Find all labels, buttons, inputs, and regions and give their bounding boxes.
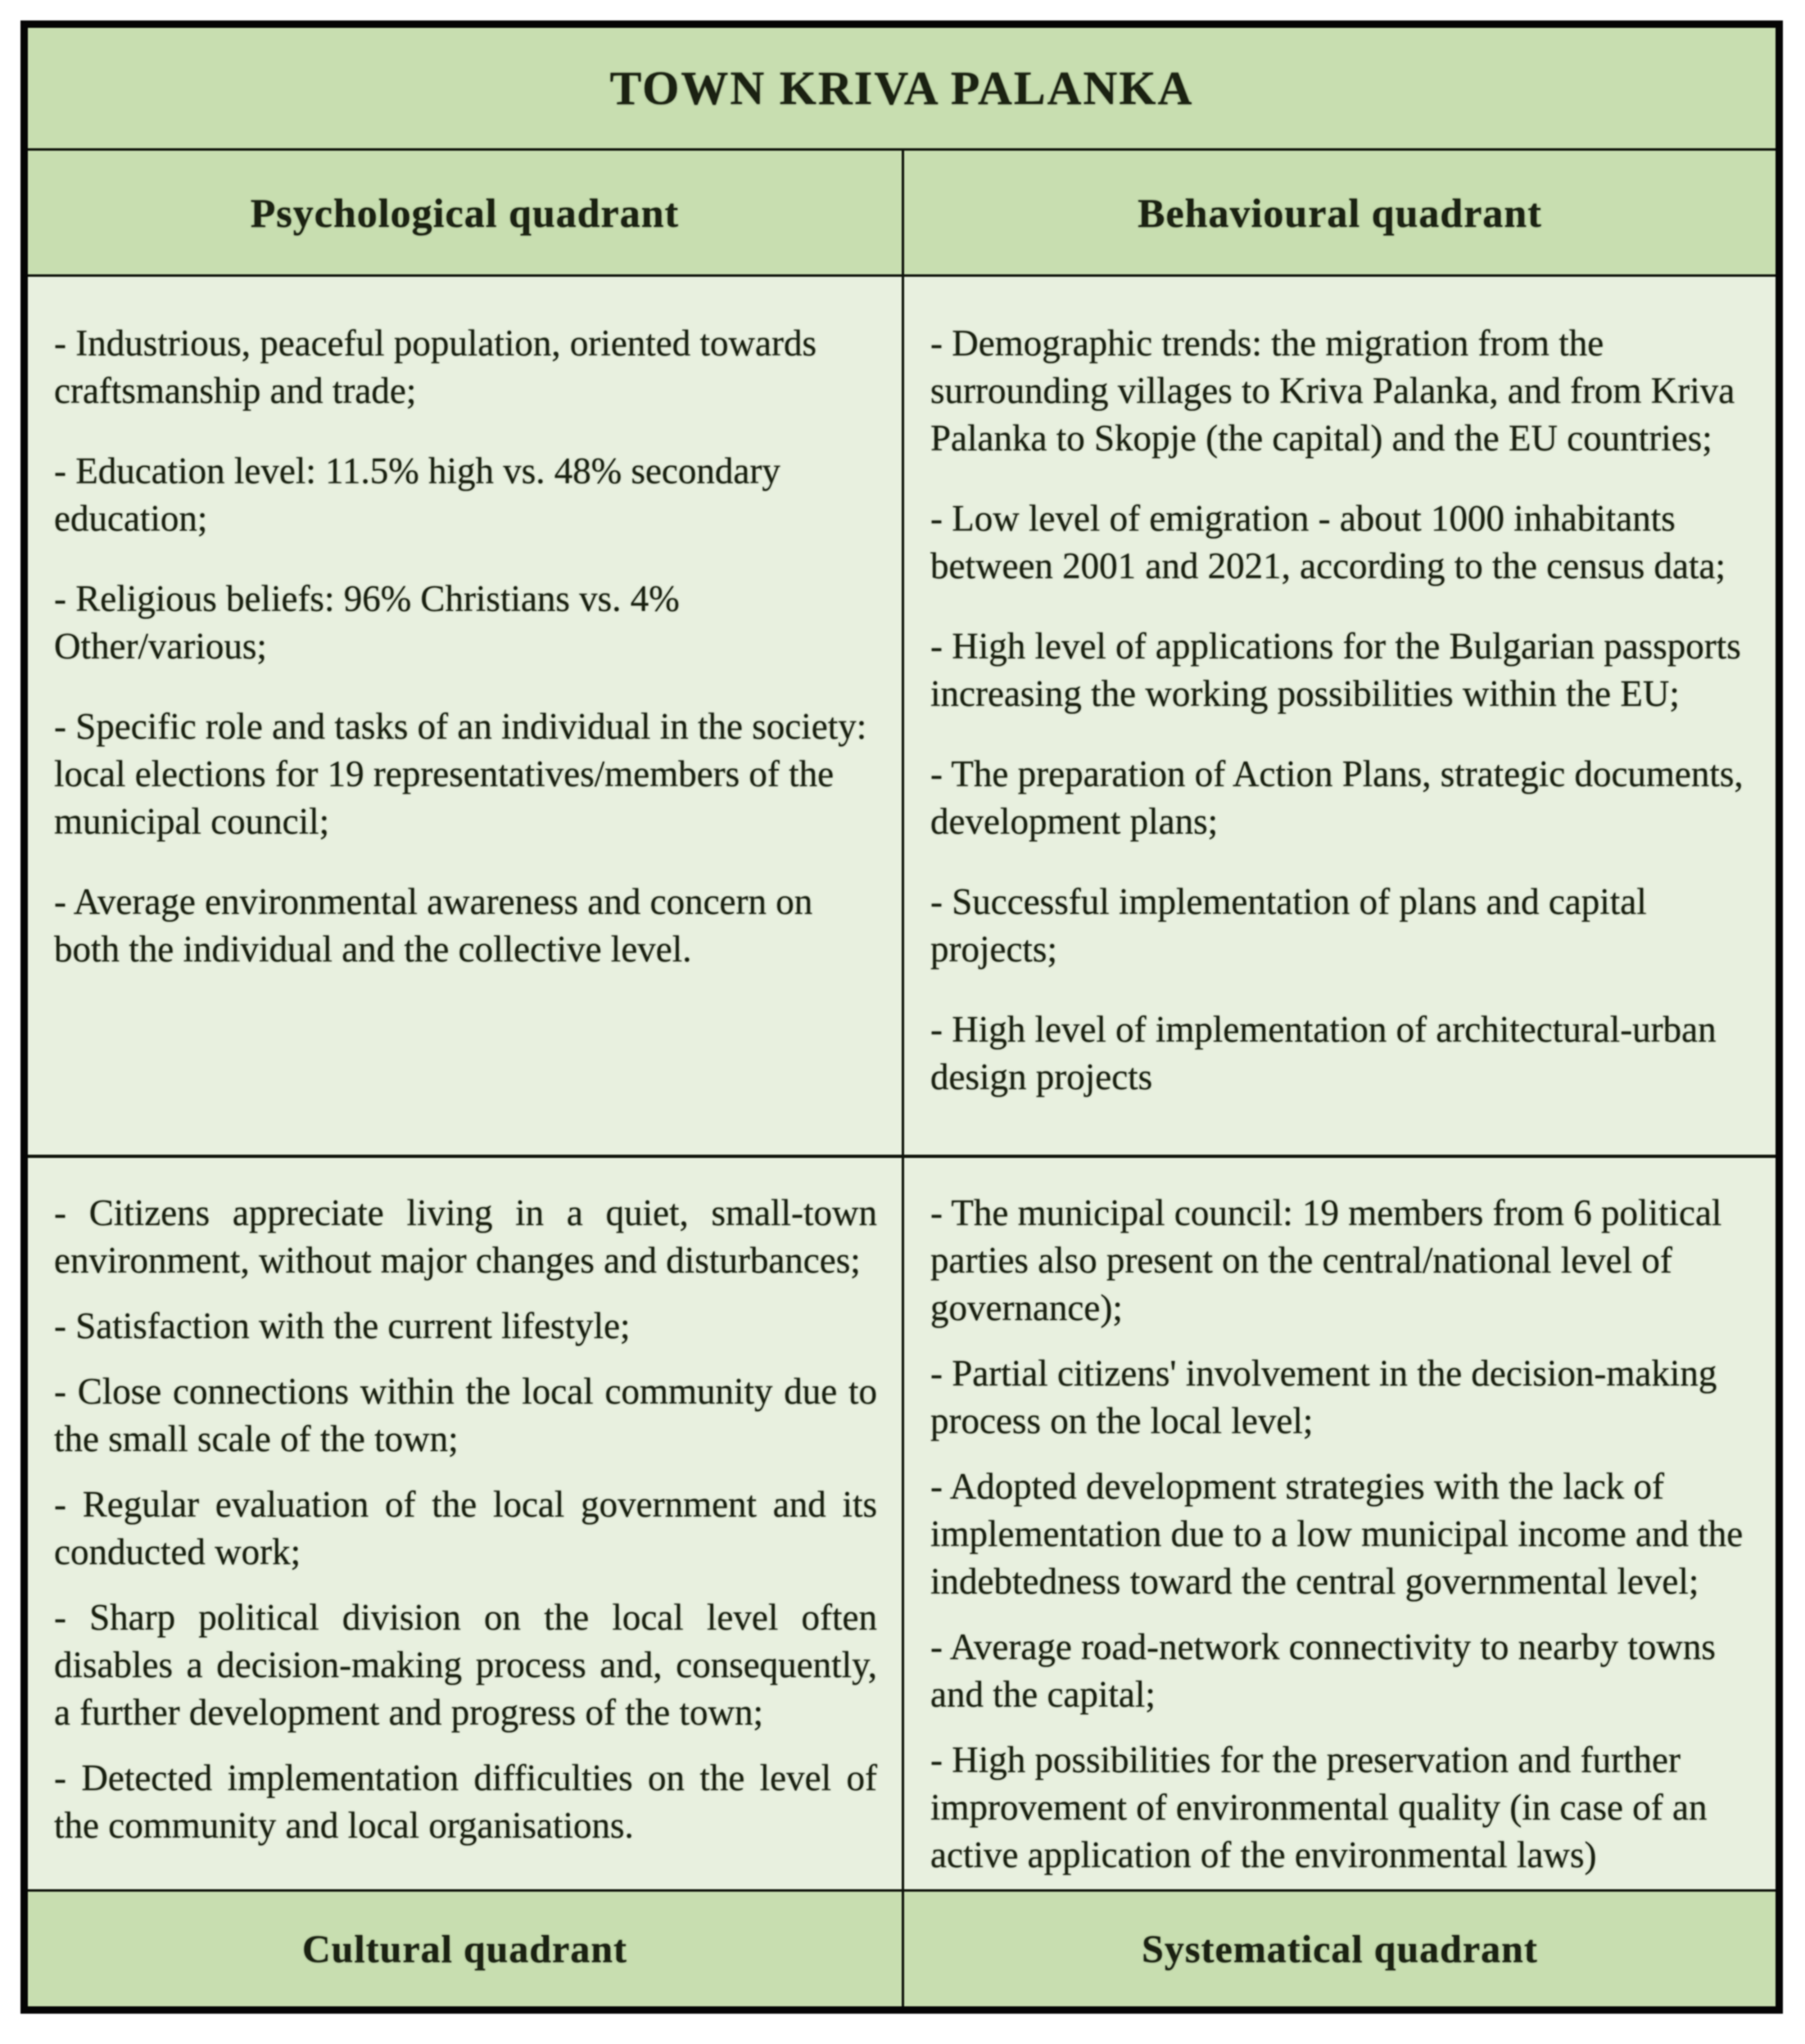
header-psychological-quadrant xyxy=(28,151,902,277)
bullet-paragraph: - The preparation of Action Plans, strategic documents, development plans; xyxy=(930,753,1744,842)
bullet-paragraph: - Partial citizens' involvement in the decision-making process on the local level; xyxy=(930,1353,1717,1441)
bullet-paragraph: - Low level of emigration - about 1000 inhabitants between 2001 and 2021, according to the census data; xyxy=(930,498,1726,586)
table-title-cell xyxy=(28,28,1776,151)
footer-systematical-label: Systematical quadrant xyxy=(1142,1927,1538,1971)
bullet-paragraph: - Satisfaction with the current lifestyle; xyxy=(54,1305,631,1346)
bullet-paragraph: - Specific role and tasks of an individual in the society: local elections for 19 representatives/members of the municipal council; xyxy=(54,706,867,842)
cell-behavioural-content xyxy=(902,277,1776,1155)
footer-cultural-quadrant xyxy=(28,1889,902,2006)
bullet-paragraph: - Citizens appreciate living in a quiet, small-town environment, without major changes and disturbances; xyxy=(54,1192,877,1281)
cell-systematical-content xyxy=(902,1155,1776,1889)
cell-psychological-content xyxy=(28,277,902,1155)
bullet-paragraph: - Adopted development strategies with the lack of implementation due to a low municipal income and the indebtedness toward the central governmental level; xyxy=(930,1466,1744,1602)
bullet-paragraph: - Regular evaluation of the local government and its conducted work; xyxy=(54,1484,877,1572)
bullet-paragraph: - Average environmental awareness and concern on both the individual and the collective level. xyxy=(54,881,813,970)
bullet-paragraph: - Successful implementation of plans and capital projects; xyxy=(930,881,1647,970)
header-behavioural-label: Behavioural quadrant xyxy=(1138,189,1542,236)
bullet-paragraph: - High level of implementation of architectural-urban design projects xyxy=(930,1009,1717,1097)
bullet-paragraph: - Demographic trends: the migration from the surrounding villages to Kriva Palanka, and from Kriva Palanka to Skopje (the capital) and the EU countries; xyxy=(930,323,1735,459)
kriva-palanka-quadrant-table xyxy=(20,20,1783,2014)
bullet-paragraph: - Industrious, peaceful population, oriented towards craftsmanship and trade; xyxy=(54,323,817,411)
bullet-paragraph: - Religious beliefs: 96% Christians vs. 4% Other/various; xyxy=(54,578,680,667)
footer-systematical-quadrant xyxy=(902,1889,1776,2006)
header-psychological-label: Psychological quadrant xyxy=(250,189,680,236)
bullet-paragraph: - The municipal council: 19 members from 6 political parties also present on the central/national level of governance); xyxy=(930,1192,1722,1328)
header-behavioural-quadrant xyxy=(902,151,1776,277)
footer-cultural-label: Cultural quadrant xyxy=(301,1927,628,1971)
bullet-paragraph: - High level of applications for the Bulgarian passports increasing the working possibilities within the EU; xyxy=(930,626,1741,714)
bullet-paragraph: - Close connections within the local community due to the small scale of the town; xyxy=(54,1371,877,1459)
bullet-paragraph: - Average road-network connectivity to nearby towns and the capital; xyxy=(930,1626,1716,1715)
table-title: TOWN KRIVA PALANKA xyxy=(609,61,1194,115)
bullet-paragraph: - Sharp political division on the local level often disables a decision-making process and, consequently, a further development and progress of the town; xyxy=(54,1597,877,1733)
cell-cultural-content xyxy=(28,1155,902,1889)
bullet-paragraph: - Detected implementation difficulties on the level of the community and local organisations. xyxy=(54,1757,877,1846)
bullet-paragraph: - Education level: 11.5% high vs. 48% secondary education; xyxy=(54,450,780,539)
bullet-paragraph: - High possibilities for the preservation and further improvement of environmental quality (in case of an active application of the environmental laws) xyxy=(930,1739,1708,1875)
